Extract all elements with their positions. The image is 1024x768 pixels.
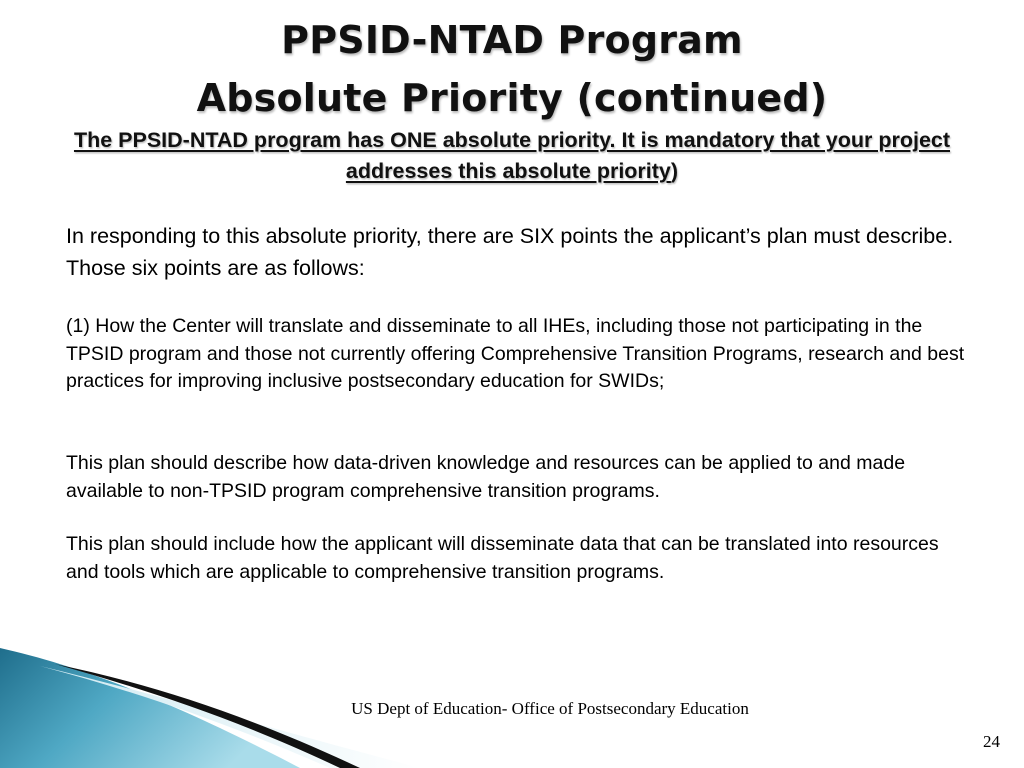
slide-title-line1: PPSID-NTAD Program [281, 18, 743, 62]
page-number: 24 [983, 732, 1000, 751]
plan-describe-paragraph: This plan should describe how data-driven knowledge and resources can be applied to and made available to non-TPSID program comprehensive transition programs. [66, 452, 906, 502]
slide-subtitle [26, 125, 998, 187]
subtitle-underlined-text: The PPSID-NTAD program has ONE absolute priority. It is mandatory that your project addresses this absolute priority [73, 128, 951, 183]
subtitle-closing-paren: ) [670, 159, 679, 183]
plan-include-paragraph: This plan should include how the applicant will disseminate data that can be translated into resources and tools which are applicable to comprehensive transition programs. [66, 533, 939, 583]
slide-footer: US Dept of Education- Office of Postsecondary Education [351, 699, 749, 718]
intro-paragraph: In responding to this absolute priority, there are SIX points the applicant’s plan must describe. Those six points are as follows: [66, 224, 954, 280]
slide-title-line2: Absolute Priority (continued) [196, 76, 828, 120]
point-one-paragraph: (1) How the Center will translate and disseminate to all IHEs, including those not participating in the TPSID program and those not currently offering Comprehensive Transition Programs, research and best practices for improving inclusive postsecondary education for SWIDs; [66, 315, 965, 392]
